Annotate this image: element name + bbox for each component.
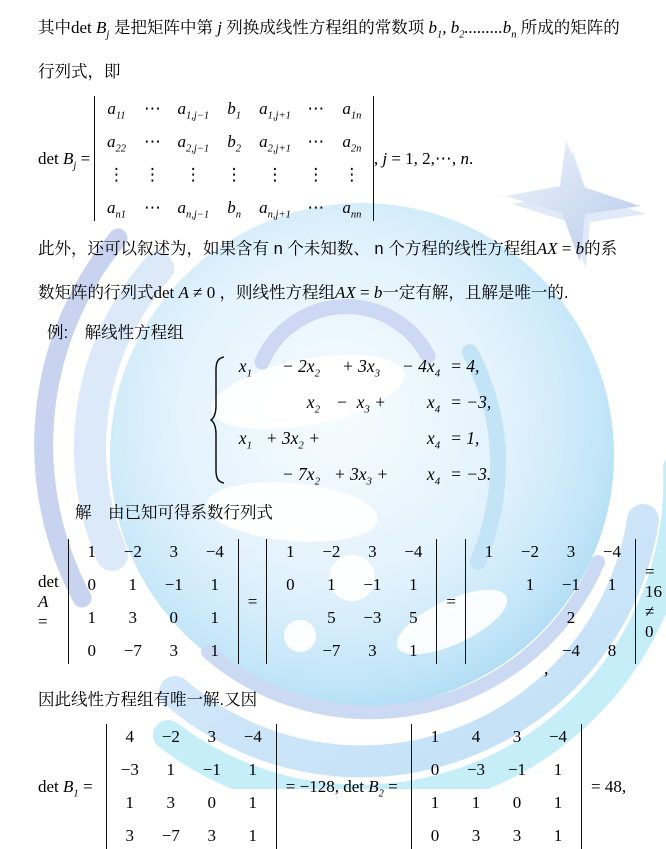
matrix-cell: ⋯	[307, 132, 325, 151]
matrix-cell: 3	[125, 826, 135, 845]
matrix-cell: ⋮	[225, 165, 243, 184]
det-a-lhs	[38, 571, 64, 632]
det-b1-lhs	[38, 777, 97, 797]
text-segment: n	[460, 148, 469, 168]
text-segment: A	[178, 283, 189, 302]
matrix-cell: 3	[128, 608, 138, 627]
example-label	[38, 315, 640, 351]
matrix-cell: ⋮	[184, 165, 202, 184]
matrix-cell: $x_4$	[426, 427, 441, 451]
matrix-cell: 1	[327, 575, 336, 594]
det-b1-matrix	[117, 727, 266, 846]
matrix-cell: $x_4$	[426, 463, 441, 487]
text-segment: j	[212, 18, 227, 37]
matrix-cell: 0	[207, 793, 217, 812]
det-b2-result: = 48,	[590, 776, 627, 796]
text-segment: A	[38, 591, 49, 611]
text-segment: =	[355, 283, 374, 302]
matrix-cell: ⋯	[307, 198, 325, 217]
equals-sign: =	[446, 591, 456, 611]
det-bj-matrix	[105, 99, 362, 221]
text-segment: 此外，还可以叙述为，如果含有 n 个未知数、 n 个方程的线性方程组	[38, 240, 537, 258]
text-segment: =	[76, 148, 95, 168]
matrix-cell: 0	[512, 793, 522, 812]
text-segment: =	[557, 239, 576, 258]
matrix-cell: $x_2$	[306, 391, 320, 415]
det-b2-determinant	[411, 724, 582, 849]
matrix-cell: 3	[169, 641, 179, 660]
matrix-cell: −7	[322, 641, 341, 660]
matrix-cell: $a_{n,j-1}$	[177, 198, 210, 221]
matrix-cell: 1	[286, 542, 295, 561]
det-a-result: = 16 ≠ 0	[644, 561, 666, 641]
text-segment: 列换成线性方程组的常数项	[226, 19, 425, 37]
matrix-cell: = −3.	[450, 463, 492, 484]
det-a-equation	[38, 539, 666, 664]
matrix-cell: $b_2$	[227, 132, 242, 155]
matrix-cell: $x_1$	[238, 427, 252, 451]
matrix-cell: 2	[566, 608, 576, 627]
matrix-cell: ⋯	[143, 132, 161, 151]
matrix-cell: 4	[471, 727, 481, 746]
text-segment: $B_1$	[63, 776, 79, 799]
text-segment: =	[383, 776, 402, 796]
matrix-cell: 1	[525, 575, 535, 594]
solve-label	[38, 491, 640, 535]
matrix-cell: $x_4$	[426, 391, 441, 415]
matrix-cell: + $3x_2$ +	[265, 427, 320, 451]
matrix-cell: 0	[169, 608, 179, 627]
matrix-cell: $x_1$	[238, 355, 252, 379]
matrix-cell: 1	[248, 793, 258, 812]
matrix-cell: 3	[207, 727, 217, 746]
matrix-cell: −2	[520, 542, 540, 561]
text-segment: 所成的矩阵的	[520, 19, 620, 37]
matrix-cell: −1	[202, 760, 221, 779]
matrix-cell: −4	[548, 727, 568, 746]
matrix-cell: −1	[561, 575, 581, 594]
matrix-cell: $a_{22}$	[106, 132, 126, 155]
matrix-cell: 1	[430, 727, 440, 746]
matrix-cell: −2	[161, 727, 180, 746]
matrix-cell: −1	[363, 575, 382, 594]
text-segment: b	[373, 283, 383, 302]
matrix-cell: 3	[169, 542, 179, 561]
det-a-matrix-3	[476, 542, 625, 661]
det-b1-result-and-det-b2-lhs	[286, 777, 402, 797]
matrix-cell	[476, 608, 502, 628]
matrix-cell: 1	[409, 575, 418, 594]
matrix-cell: 1	[430, 793, 440, 812]
text-segment: 一定有解，且解是唯一的.	[382, 284, 569, 302]
matrix-cell: −3	[466, 760, 486, 779]
text-segment: ，则线性方程组	[219, 284, 336, 302]
text-segment: det	[153, 283, 179, 302]
matrix-cell: 1	[128, 575, 138, 594]
matrix-cell: $a_{11}$	[107, 99, 126, 122]
matrix-cell: $a_{2n}$	[342, 132, 362, 155]
paragraph-2-line-1	[38, 227, 640, 271]
matrix-cell: − $x_3$ +	[336, 391, 386, 415]
matrix-cell: − $2x_2$	[281, 355, 320, 379]
trailing-comma: ,	[544, 658, 549, 678]
matrix-cell: ⋮	[107, 165, 125, 184]
text-segment: .	[468, 148, 474, 168]
text-segment: $b_1$, $b_2.........b_n$	[424, 18, 517, 41]
det-bj-suffix	[374, 149, 473, 169]
matrix-cell: 1	[87, 608, 97, 627]
det-b2-matrix	[422, 727, 571, 846]
matrix-cell: ⋮	[143, 165, 161, 184]
matrix-cell: 1	[607, 575, 617, 594]
matrix-cell: 1	[409, 641, 418, 660]
matrix-cell: 3	[512, 727, 522, 746]
matrix-cell: $a_{1,j+1}$	[259, 99, 291, 122]
matrix-cell: $a_{2,j+1}$	[259, 132, 291, 155]
text-segment: 行列式，即	[38, 63, 121, 81]
matrix-cell: −1	[507, 760, 527, 779]
det-a-determinant-2	[266, 539, 437, 664]
matrix-cell: 1	[553, 793, 563, 812]
paragraph-3	[38, 678, 640, 722]
matrix-cell: 4	[125, 727, 135, 746]
matrix-cell: $a_{1,j-1}$	[177, 99, 210, 122]
matrix-cell: = 1,	[450, 427, 480, 448]
matrix-cell: 3	[471, 826, 481, 845]
matrix-cell	[234, 392, 252, 413]
text-segment: = −128, det	[285, 776, 369, 796]
matrix-cell: 3	[566, 542, 576, 561]
text-segment: 例: 解线性方程组	[47, 324, 184, 342]
matrix-cell: $b_1$	[227, 99, 242, 122]
matrix-cell: −3	[120, 760, 139, 779]
matrix-cell: ⋮	[266, 165, 284, 184]
matrix-cell: −3	[363, 608, 382, 627]
matrix-cell: ⋮	[307, 165, 325, 184]
matrix-cell: 0	[430, 826, 440, 845]
matrix-cell: ⋯	[143, 99, 161, 118]
text-segment: det	[38, 571, 64, 591]
matrix-cell: 0	[430, 760, 440, 779]
det-a-matrix-1	[79, 542, 228, 661]
text-segment: AX	[335, 283, 356, 302]
matrix-cell: 1	[125, 793, 135, 812]
matrix-cell: 0	[87, 641, 97, 660]
matrix-cell: 1	[210, 575, 220, 594]
matrix-cell: 1	[248, 826, 258, 845]
matrix-cell	[476, 575, 502, 595]
matrix-cell: $a_{2,j-1}$	[177, 132, 210, 155]
text-segment: 因此线性方程组有唯一解.又因	[38, 691, 258, 709]
matrix-cell: ⋯	[307, 99, 325, 118]
matrix-cell: −2	[322, 542, 341, 561]
matrix-cell	[277, 608, 303, 628]
text-segment: ,	[373, 148, 383, 168]
matrix-cell: 5	[409, 608, 418, 627]
matrix-cell: − $7x_2$	[281, 463, 320, 487]
text-segment: det	[38, 148, 64, 168]
matrix-cell: 0	[286, 575, 295, 594]
matrix-cell: 3	[512, 826, 522, 845]
text-segment: $B_j$	[63, 148, 77, 171]
matrix-cell: −4	[404, 542, 423, 561]
det-bj-lhs	[38, 149, 94, 169]
text-segment: 是把矩阵中第	[109, 19, 213, 37]
matrix-cell	[330, 428, 392, 449]
det-a-determinant-3	[465, 539, 636, 664]
matrix-cell: −7	[161, 826, 180, 845]
matrix-cell: 1	[210, 641, 220, 660]
matrix-cell: 1	[166, 760, 176, 779]
matrix-cell: − $4x_4$	[402, 355, 441, 379]
matrix-cell: −4	[243, 727, 262, 746]
equation-grid	[234, 356, 502, 485]
matrix-cell: 1	[248, 760, 258, 779]
matrix-cell: 1	[553, 826, 563, 845]
text-segment: b	[575, 239, 585, 258]
matrix-cell: 5	[327, 608, 336, 627]
matrix-cell: $a_{nn}$	[342, 198, 362, 221]
matrix-cell: −4	[561, 641, 581, 660]
matrix-cell: $b_n$	[227, 198, 242, 221]
matrix-cell: 3	[207, 826, 217, 845]
matrix-cell: 1	[471, 793, 481, 812]
matrix-cell: 1	[87, 542, 97, 561]
matrix-cell: $a_{n1}$	[106, 198, 126, 221]
text-segment: = 1, 2,⋯,	[387, 148, 461, 168]
det-b-equation	[38, 724, 640, 849]
text-segment: AX	[536, 239, 558, 258]
matrix-cell	[599, 608, 625, 628]
matrix-cell: 8	[607, 641, 617, 660]
matrix-cell: −1	[164, 575, 183, 594]
matrix-cell: 3	[368, 542, 377, 561]
matrix-cell: −7	[123, 641, 142, 660]
text-segment: ≠ 0	[188, 283, 220, 302]
text-segment: 解 由已知可得系数行列式	[75, 504, 273, 522]
matrix-cell: 1	[553, 760, 563, 779]
matrix-cell: ⋮	[343, 165, 361, 184]
matrix-cell: 1	[210, 608, 220, 627]
paragraph-2-line-2	[38, 271, 640, 315]
matrix-cell	[277, 641, 303, 661]
equation-system	[210, 355, 640, 485]
equals-sign: =	[247, 591, 258, 611]
matrix-cell: −4	[205, 542, 224, 561]
matrix-cell: 0	[87, 575, 97, 594]
text-segment: =	[78, 776, 97, 796]
text-segment: $B_j$	[96, 18, 110, 41]
det-bj-determinant	[94, 96, 373, 221]
text-segment: =	[38, 591, 53, 631]
det-bj-equation	[38, 96, 640, 221]
matrix-cell: ⋯	[143, 198, 161, 217]
det-b1-determinant	[106, 724, 277, 849]
matrix-cell: $a_{1n}$	[342, 99, 362, 122]
matrix-cell: = 4,	[450, 355, 480, 376]
text-segment: det	[71, 18, 97, 37]
paragraph-1-line-2	[38, 50, 640, 94]
paragraph-1-line-1	[38, 6, 640, 50]
left-brace	[210, 355, 226, 485]
matrix-cell: −2	[123, 542, 142, 561]
matrix-cell: + $3x_3$	[341, 355, 381, 379]
text-segment: 数矩阵的行列式	[38, 284, 154, 302]
matrix-cell	[517, 641, 543, 661]
det-a-matrix-2	[277, 542, 426, 661]
matrix-cell: −4	[602, 542, 622, 561]
text-segment: j	[382, 148, 388, 168]
matrix-cell	[234, 464, 252, 485]
matrix-cell: 3	[166, 793, 176, 812]
matrix-cell: $a_{n,j+1}$	[259, 198, 291, 221]
text-segment: det	[38, 776, 64, 796]
matrix-cell: 3	[368, 641, 377, 660]
text-segment: $B_2$	[368, 776, 384, 799]
matrix-cell	[517, 608, 543, 628]
matrix-cell	[476, 641, 502, 661]
text-segment: 其中	[38, 19, 71, 37]
matrix-cell: + $3x_3$ +	[333, 463, 389, 487]
matrix-cell: 1	[484, 542, 494, 561]
matrix-cell: = −3,	[450, 391, 492, 412]
text-segment: 的系	[584, 240, 618, 258]
det-a-determinant-1	[68, 539, 239, 664]
